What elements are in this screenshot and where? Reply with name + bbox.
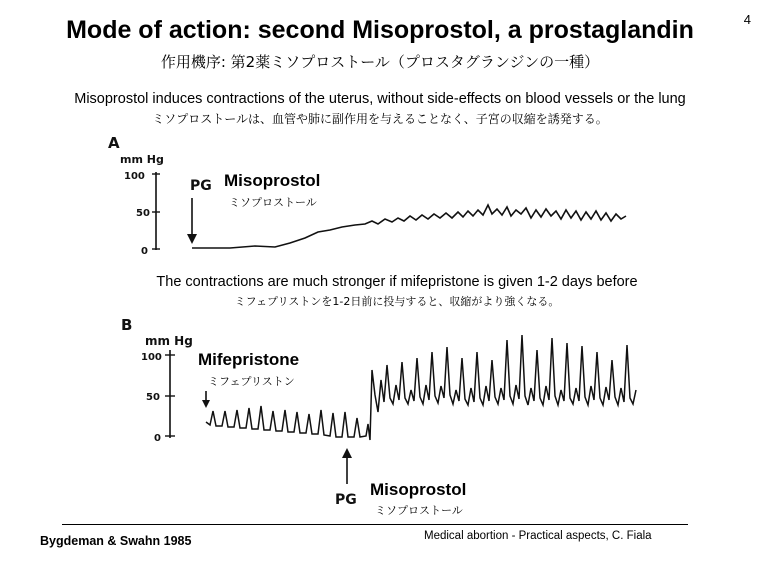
panel-b-letter: B: [121, 316, 133, 334]
panel-b-misoprostol-label: Misoprostol: [370, 480, 467, 499]
panel-a-letter: A: [108, 134, 120, 152]
panel-b-y-unit: mm Hg: [145, 334, 193, 348]
panel-b-mifepristone-label-japanese: ミフェプリストン: [208, 375, 295, 388]
panel-a-tick-50: 50: [136, 208, 150, 219]
middle-caption: The contractions are much stronger if mifepristone is given 1-2 days before: [156, 274, 638, 290]
panel-b-mifepristone-arrow: [202, 391, 210, 408]
panel-b-tick-0: 0: [154, 433, 161, 444]
panel-a-tick-100: 100: [124, 171, 145, 182]
panel-a-trace: [192, 205, 626, 248]
panel-b-pg-arrow: [342, 448, 352, 484]
intro-text-japanese: ミソプロストールは、血管や肺に副作用を与えることなく、子宮の収縮を誘発する。: [152, 112, 608, 126]
slide-title: Mode of action: second Misoprostol, a prostaglandin: [66, 16, 694, 44]
panel-b-pg-label: PG: [335, 492, 357, 508]
panel-a-y-unit: mm Hg: [120, 153, 164, 166]
panel-b-mifepristone-label: Mifepristone: [198, 350, 300, 369]
panel-b-tick-100: 100: [141, 352, 162, 363]
panel-a-drug-label-japanese: ミソプロストール: [229, 196, 317, 209]
page-number: 4: [743, 12, 751, 27]
slide-title-japanese: 作用機序: 第2薬ミソプロストール（プロスタグランジンの一種）: [160, 53, 600, 71]
footer-source: Medical abortion - Practical aspects, C. Fiala: [424, 530, 652, 542]
panel-b-misoprostol-label-japanese: ミソプロストール: [375, 504, 463, 517]
intro-text: Misoprostol induces contractions of the uterus, without side-effects on blood vessels or the lung: [74, 91, 686, 107]
panel-a: [108, 134, 626, 257]
middle-caption-japanese: ミフェプリストンを1-2日前に投与すると、収縮がより強くなる。: [234, 295, 560, 308]
panel-a-tick-0: 0: [141, 246, 148, 257]
footer-divider: [62, 524, 688, 525]
panel-b-tick-50: 50: [146, 392, 160, 403]
panel-a-pg-label: PG: [190, 178, 212, 194]
panel-a-drug-label: Misoprostol: [224, 171, 321, 190]
panel-a-arrow: [187, 198, 197, 244]
citation: Bygdeman & Swahn 1985: [40, 534, 192, 548]
